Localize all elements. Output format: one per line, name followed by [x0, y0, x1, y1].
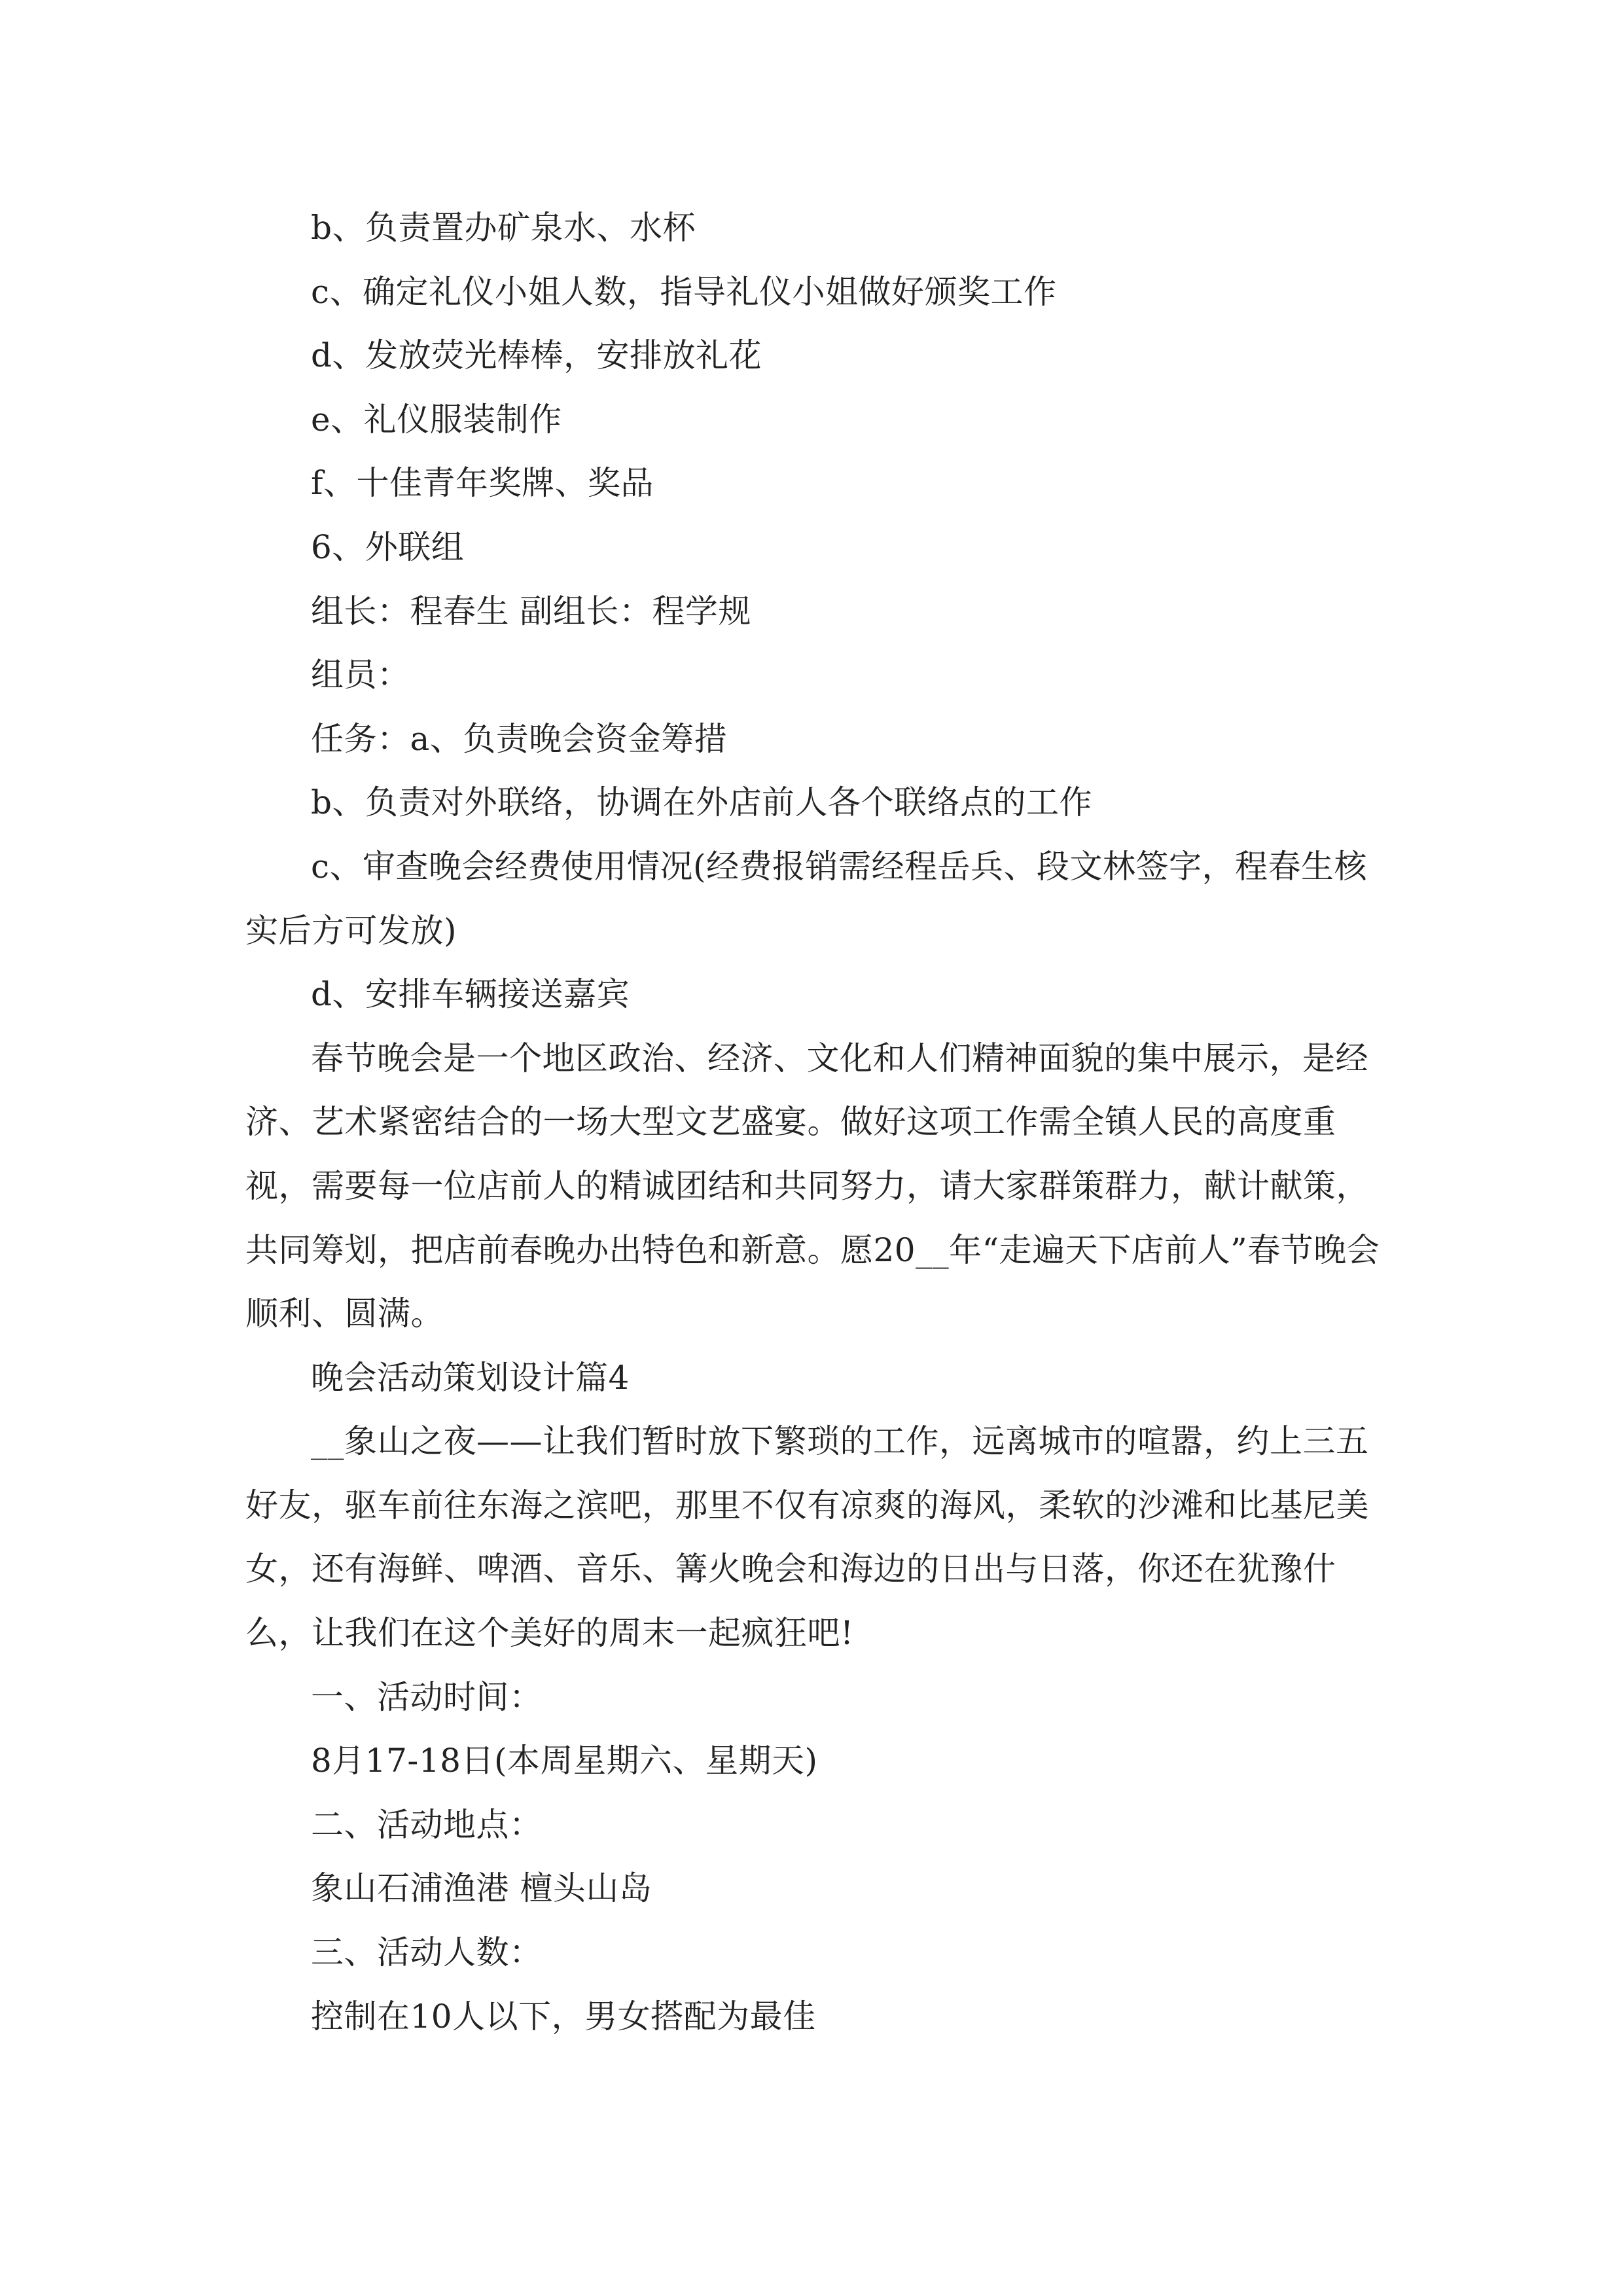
paragraph-task-c-audit: c、审查晚会经费使用情况(经费报销需经程岳兵、段文林签字，程春生核实后方可发放): [245, 847, 1368, 950]
document-body: [245, 196, 1397, 2049]
paragraph-group-members: 组员：: [311, 656, 410, 694]
paragraph-item-f-awards: f、十佳青年奖牌、奖品: [311, 464, 654, 503]
paragraph-item-e-costumes: e、礼仪服装制作: [311, 400, 562, 439]
heading-activity-headcount: 三、活动人数：: [311, 1933, 543, 1972]
paragraph-task-b-liaison: b、负责对外联络，协调在外店前人各个联络点的工作: [311, 783, 1093, 822]
paragraph-item-d-glowsticks: d、发放荧光棒棒，安排放礼花: [311, 336, 762, 375]
heading-activity-location: 二、活动地点：: [311, 1805, 543, 1844]
paragraph-item-c-etiquette: c、确定礼仪小姐人数，指导礼仪小姐做好颁奖工作: [311, 272, 1057, 311]
paragraph-item-b-water: b、负责置办矿泉水、水杯: [311, 209, 696, 247]
heading-activity-time: 一、活动时间：: [311, 1677, 543, 1716]
paragraph-task-a-funding: 任务：a、负责晚会资金筹措: [311, 719, 728, 758]
section-heading-liaison-group: 6、外联组: [311, 528, 465, 566]
paragraph-headcount-limit: 控制在10人以下，男女搭配为最佳: [311, 1997, 816, 2036]
section-title-part-4: 晚会活动策划设计篇4: [311, 1358, 630, 1397]
paragraph-activity-date: 8月17-18日(本周星期六、星期天): [311, 1742, 818, 1780]
paragraph-activity-place: 象山石浦渔港 檀头山岛: [311, 1869, 652, 1908]
paragraph-gala-summary: 春节晚会是一个地区政治、经济、文化和人们精神面貌的集中展示，是经济、艺术紧密结合的一场大型文艺盛宴。做好这项工作需全镇人民的高度重视，需要每一位店前人的精诚团结和共同努力，请大家群策群力，献计献策，共同筹划，把店前春晚办出特色和新意。愿20__年“走遍天下店前人”春节晚会顺利、圆满。: [245, 1039, 1380, 1333]
paragraph-group-leaders: 组长：程春生 副组长：程学规: [311, 592, 751, 630]
paragraph-task-d-transport: d、安排车辆接送嘉宾: [311, 975, 630, 1014]
paragraph-xiangshan-intro: __象山之夜——让我们暂时放下繁琐的工作，远离城市的喧嚣，约上三五好友，驱车前往东海之滨吧，那里不仅有凉爽的海风，柔软的沙滩和比基尼美女，还有海鲜、啤酒、音乐、篝火晚会和海边的日出与日落，你还在犹豫什么，让我们在这个美好的周末一起疯狂吧!: [245, 1422, 1369, 1653]
